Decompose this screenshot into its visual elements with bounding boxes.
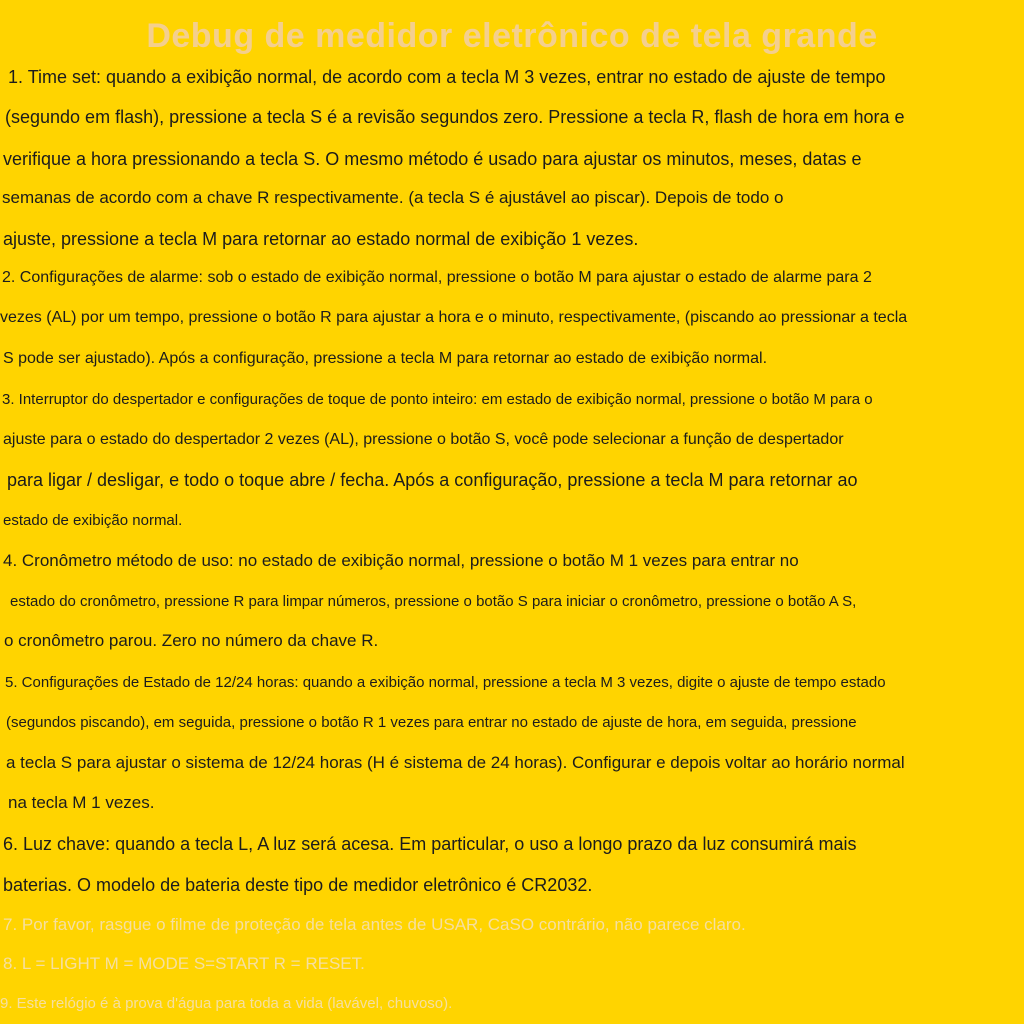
instruction-line-5-1: 5. Configurações de Estado de 12/24 horas: quando a exibição normal, pressione a tecla M 3 vezes, digite o ajuste de tempo estado xyxy=(5,674,886,691)
instruction-line-4-1: 4. Cronômetro método de uso: no estado de exibição normal, pressione o botão M 1 vezes para entrar no xyxy=(3,551,799,570)
instruction-line-6-1: 6. Luz chave: quando a tecla L, A luz será acesa. Em particular, o uso a longo prazo da luz consumirá mais xyxy=(3,834,857,854)
instruction-line-1-4: semanas de acordo com a chave R respectivamente. (a tecla S é ajustável ao piscar). Depois de todo o xyxy=(2,188,784,207)
instruction-line-9: 9. Este relógio é à prova d'água para toda a vida (lavável, chuvoso). xyxy=(0,995,453,1012)
instruction-line-5-3: a tecla S para ajustar o sistema de 12/24 horas (H é sistema de 24 horas). Configurar e depois voltar ao horário normal xyxy=(6,753,905,772)
instruction-line-2-3: S pode ser ajustado). Após a configuração, pressione a tecla M para retornar ao estado de exibição normal. xyxy=(3,350,768,367)
instruction-line-5-4: na tecla M 1 vezes. xyxy=(8,793,155,812)
instruction-line-7: 7. Por favor, rasgue o filme de proteção de tela antes de USAR, CaSO contrário, não parece claro. xyxy=(3,915,746,934)
instruction-line-4-2: estado do cronômetro, pressione R para limpar números, pressione o botão S para iniciar o cronômetro, pressione o botão A S, xyxy=(10,593,857,610)
instruction-line-2-2: vezes (AL) por um tempo, pressione o botão R para ajustar a hora e o minuto, respectivamente, (piscando ao pressionar a tecla xyxy=(0,309,908,326)
instruction-line-1-2: (segundo em flash), pressione a tecla S é a revisão segundos zero. Pressione a tecla R, flash de hora em hora e xyxy=(5,107,905,127)
instruction-line-2-1: 2. Configurações de alarme: sob o estado de exibição normal, pressione o botão M para ajustar o estado de alarme para 2 xyxy=(2,269,872,286)
instruction-line-3-2: ajuste para o estado do despertador 2 vezes (AL), pressione o botão S, você pode selecionar a função de despertador xyxy=(3,431,844,448)
page-title: Debug de medidor eletrônico de tela grande xyxy=(146,17,878,55)
instruction-line-1-5: ajuste, pressione a tecla M para retornar ao estado normal de exibição 1 vezes. xyxy=(3,229,639,249)
instruction-line-3-4: estado de exibição normal. xyxy=(3,512,183,529)
instruction-line-4-3: o cronômetro parou. Zero no número da chave R. xyxy=(4,631,379,650)
instruction-line-3-3: para ligar / desligar, e todo o toque abre / fecha. Após a configuração, pressione a tecla M para retornar ao xyxy=(7,470,858,490)
instruction-line-5-2: (segundos piscando), em seguida, pressione o botão R 1 vezes para entrar no estado de ajuste de hora, em seguida, pressione xyxy=(6,714,857,731)
instruction-line-6-2: baterias. O modelo de bateria deste tipo de medidor eletrônico é CR2032. xyxy=(3,875,593,895)
instruction-line-3-1: 3. Interruptor do despertador e configurações de toque de ponto inteiro: em estado de exibição normal, pressione o botão M para o xyxy=(2,391,873,408)
instruction-line-1-1: 1. Time set: quando a exibição normal, de acordo com a tecla M 3 vezes, entrar no estado de ajuste de tempo xyxy=(8,67,886,87)
instruction-line-8: 8. L = LIGHT M = MODE S=START R = RESET. xyxy=(3,954,365,973)
instruction-line-1-3: verifique a hora pressionando a tecla S. O mesmo método é usado para ajustar os minutos, meses, datas e xyxy=(3,149,862,169)
